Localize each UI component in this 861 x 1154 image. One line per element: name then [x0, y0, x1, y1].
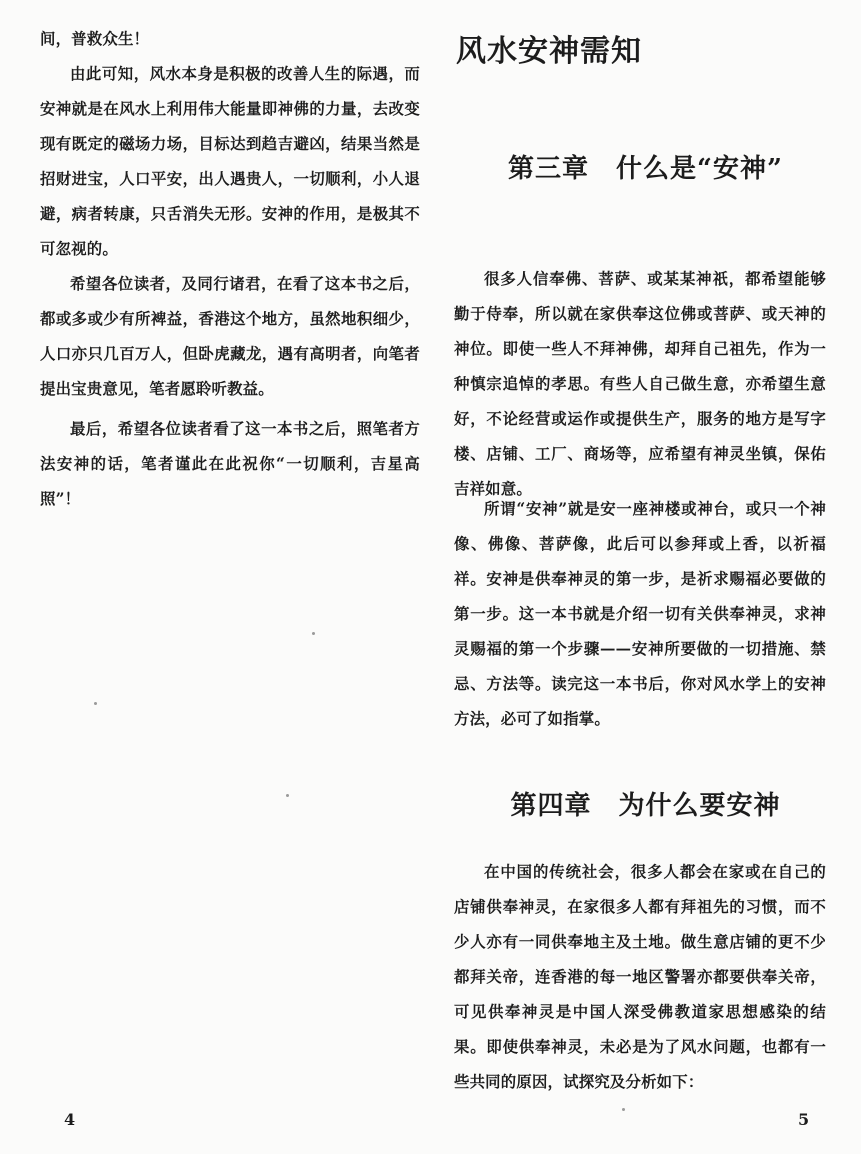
scan-speck	[286, 794, 289, 797]
running-head: 风水安神需知	[456, 34, 642, 69]
chapter-title: 第三章 什么是“安神”	[508, 154, 783, 184]
page-number: 5	[798, 1110, 810, 1129]
left-page	[0, 0, 430, 1154]
scan-speck	[94, 702, 97, 705]
paragraph: 希望各位读者，及同行诸君，在看了这本书之后，都或多或少有所裨益，香港这个地方，虽然地积细少，人口亦只几百万人，但卧虎藏龙，遇有高明者，向笔者提出宝贵意见，笔者愿聆听教益。	[40, 275, 420, 398]
scan-speck	[622, 1108, 625, 1111]
paragraph: 由此可知，风水本身是积极的改善人生的际遇，而安神就是在风水上利用伟大能量即神佛的力量，去改变现有既定的磁场力场，目标达到趋吉避凶，结果当然是招财进宝，人口平安，出人遇贵人，一切顺利，小人退避，病者转康，只舌消失无形。安神的作用，是极其不可忽视的。	[40, 65, 420, 258]
right-page	[430, 0, 861, 1154]
paragraph: 在中国的传统社会，很多人都会在家或在自己的店铺供奉神灵，在家很多人都有拜祖先的习惯，而不少人亦有一同供奉地主及土地。做生意店铺的更不少都拜关帝，连香港的每一地区警署亦都要供奉关帝，可见供奉神灵是中国人深受佛教道家思想感染的结果。即使供奉神灵，未必是为了风水问题，也都有一些共同的原因，试探究及分析如下：	[454, 863, 826, 1091]
chapter-title: 第四章 为什么要安神	[510, 791, 781, 821]
page-number: 4	[64, 1110, 76, 1129]
paragraph: 所谓“安神”就是安一座神楼或神台，或只一个神像、佛像、菩萨像，此后可以参拜或上香，以祈福祥。安神是供奉神灵的第一步，是祈求赐福必要做的第一步。这一本书就是介绍一切有关供奉神灵，求神灵赐福的第一个步骤——安神所要做的一切措施、禁忌、方法等。读完这一本书后，你对风水学上的安神方法，必可了如指掌。	[454, 500, 826, 728]
paragraph: 间，普救众生！	[40, 30, 150, 48]
paragraph: 很多人信奉佛、菩萨、或某某神祇，都希望能够勤于侍奉，所以就在家供奉这位佛或菩萨、或天神的神位。即使一些人不拜神佛，却拜自己祖先，作为一种慎宗追悼的孝思。有些人自己做生意，亦希望生意好，不论经营或运作或提供生产，服务的地方是写字楼、店铺、工厂、商场等，应希望有神灵坐镇，保佑吉祥如意。	[454, 270, 826, 498]
scan-speck	[312, 632, 315, 635]
paragraph: 最后，希望各位读者看了这一本书之后，照笔者方法安神的话，笔者谨此在此祝你“一切顺利，吉星高照”！	[40, 420, 420, 508]
